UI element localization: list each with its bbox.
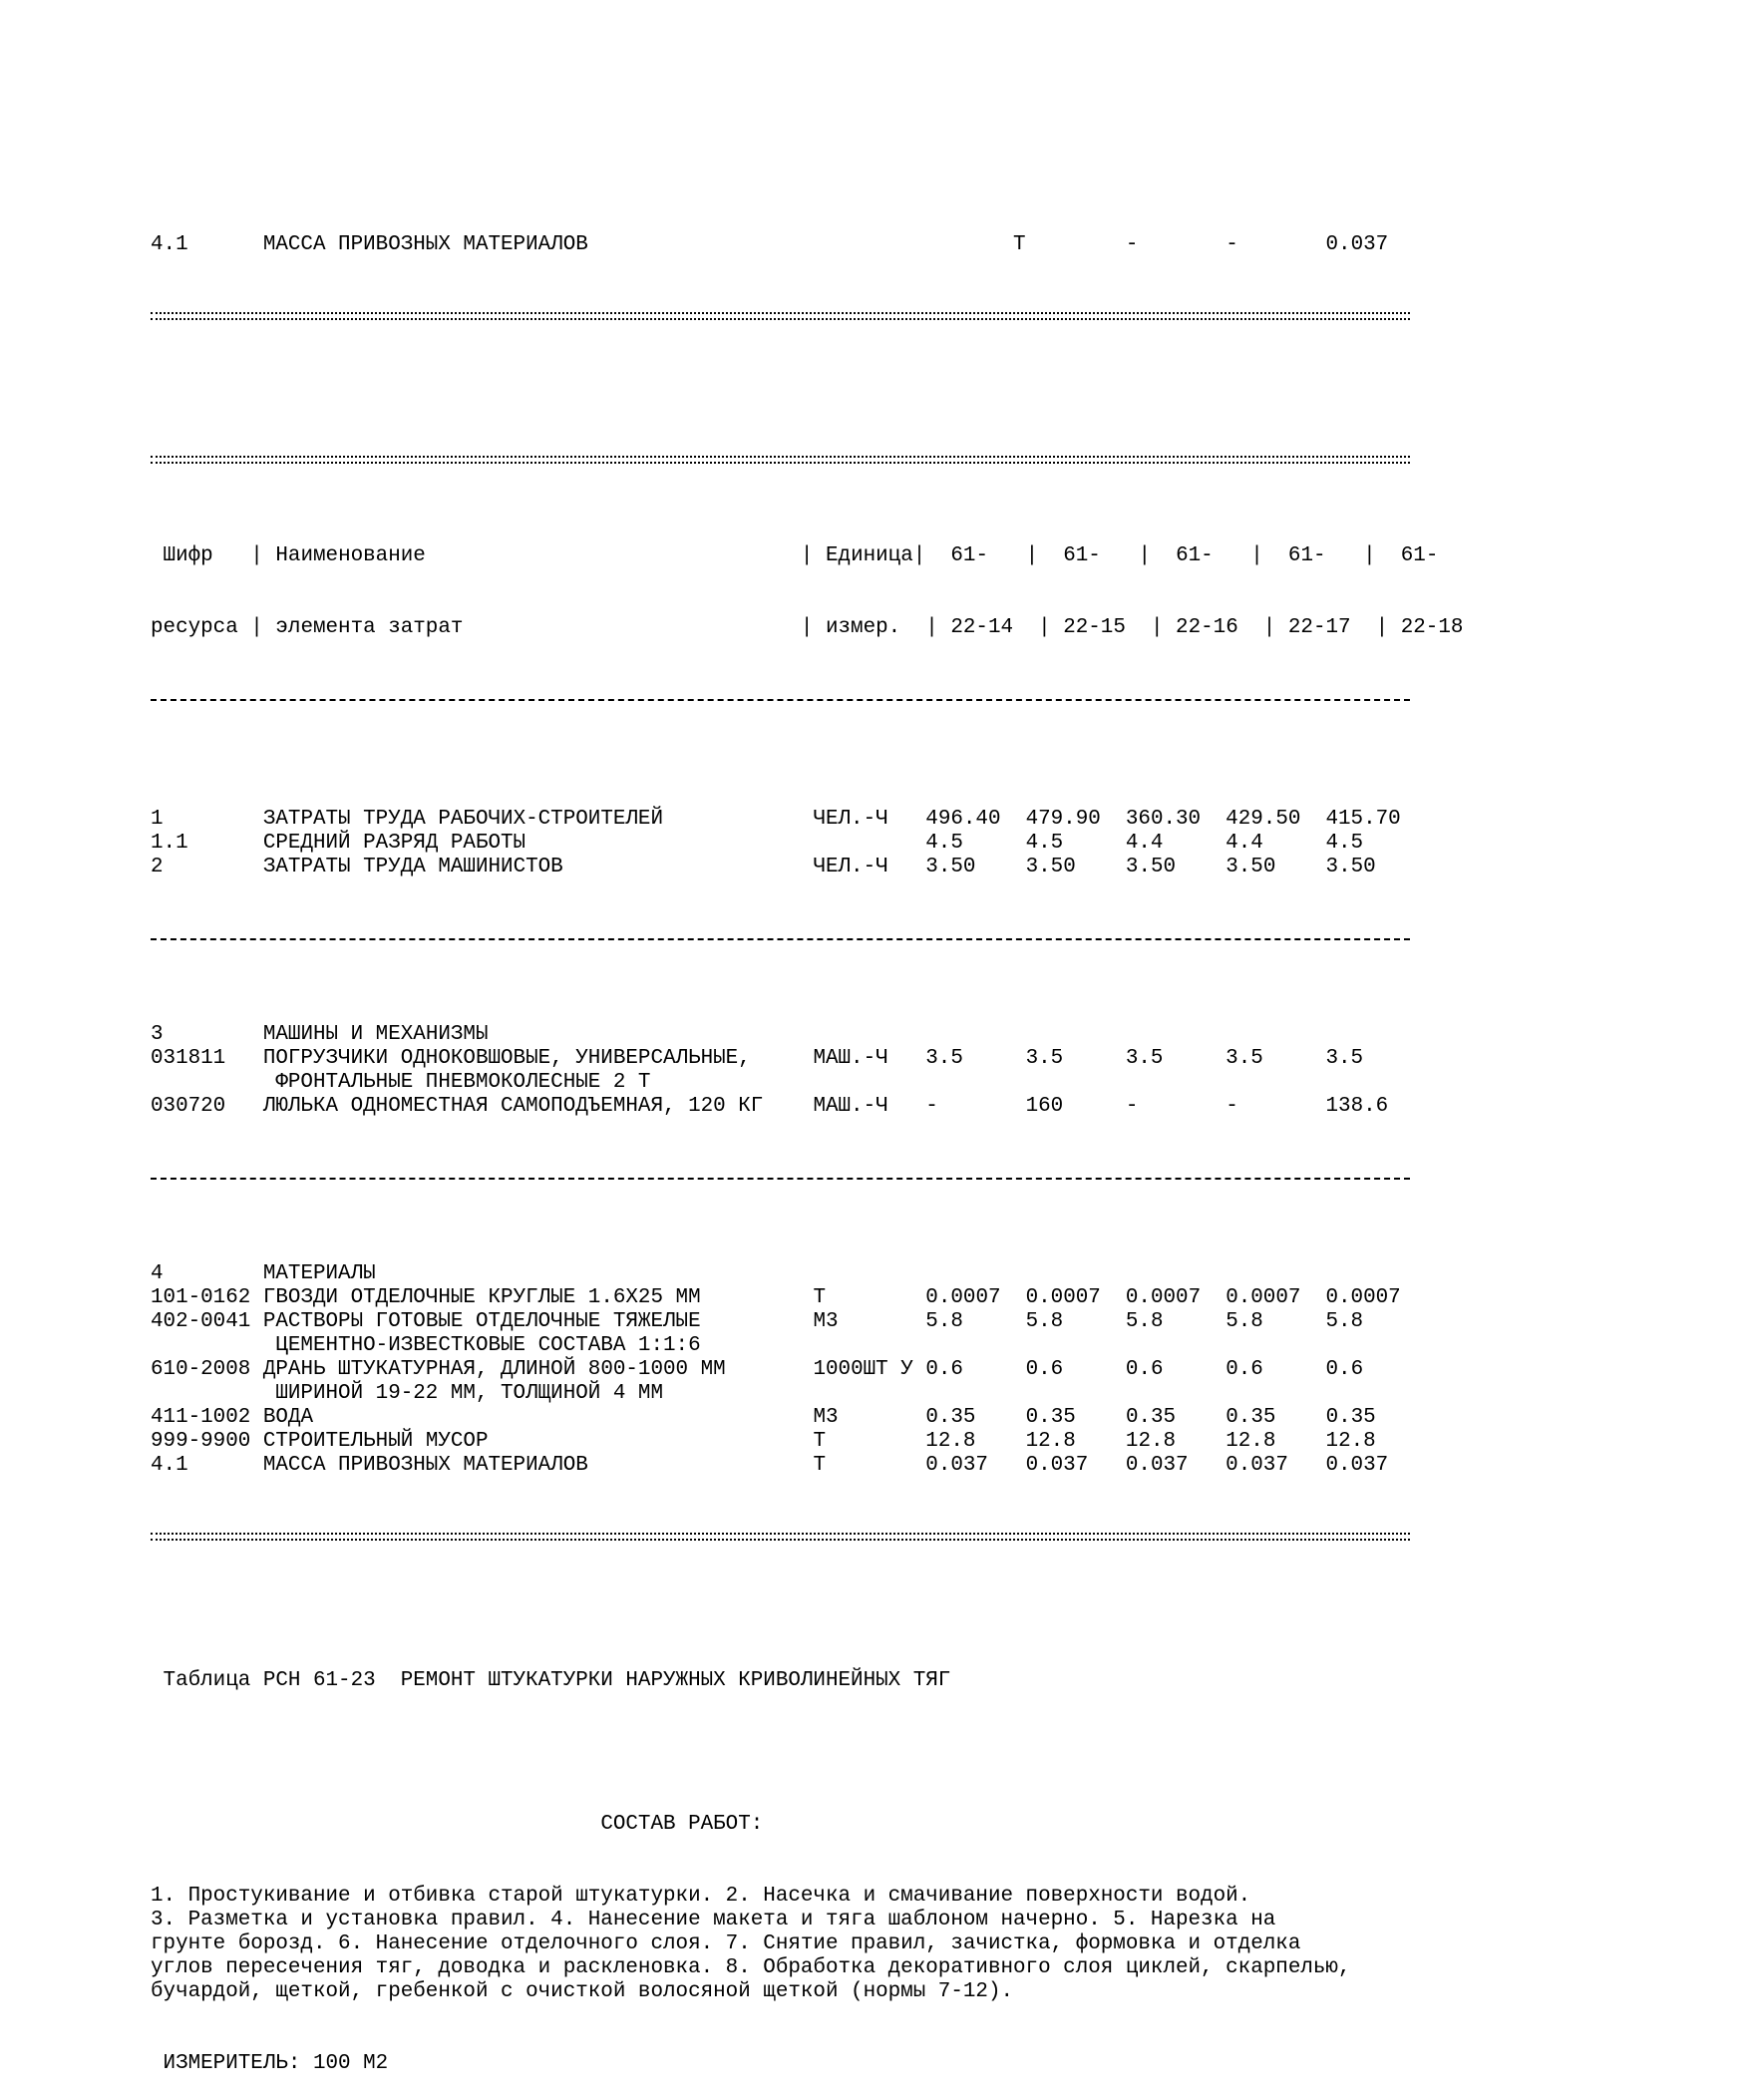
- header-resource-code-l2: ресурса: [151, 616, 238, 639]
- resource-code: 411-1002: [151, 1406, 251, 1429]
- header-norm-code: 61-: [1400, 544, 1439, 567]
- norm-value: 4.5: [925, 832, 963, 855]
- header-norm-code: 61-: [1063, 544, 1101, 567]
- norm-value: 4.4: [1225, 832, 1263, 855]
- labor-row: [151, 832, 1463, 856]
- norm-value: 415.70: [1325, 808, 1401, 831]
- norm-value: 0.6: [1225, 1358, 1263, 1381]
- resource-name: ДРАНЬ ШТУКАТУРНАЯ, ДЛИНОЙ 800-1000 ММ: [262, 1358, 726, 1381]
- material-row: [151, 1310, 1463, 1334]
- material-row: [151, 1358, 1463, 1382]
- composition-line: углов пересечения тяг, доводка и раскленовка. 8. Обработка декоративного слоя циклей, скарпелью,: [151, 1956, 1351, 1979]
- norm-value: 160: [1025, 1095, 1064, 1118]
- norm-value: 3.5: [1025, 1047, 1064, 1070]
- norm-value: 3.50: [1325, 856, 1376, 878]
- resource-code: 4: [151, 1262, 164, 1285]
- labor-section: [151, 784, 1463, 879]
- resource-name: ЗАТРАТЫ ТРУДА РАБОЧИХ-СТРОИТЕЛЕЙ: [262, 808, 664, 831]
- double-separator: [151, 1526, 1463, 1550]
- unit: МАШ.-Ч: [813, 1047, 888, 1070]
- resource-name: СРЕДНИЙ РАЗРЯД РАБОТЫ: [262, 832, 526, 855]
- header-norm-code: 22-18: [1400, 616, 1464, 639]
- norm-value: 5.8: [1325, 1310, 1364, 1333]
- resource-code: 2: [151, 856, 164, 878]
- norm-value: 12.8: [925, 1430, 976, 1453]
- norm-value: 12.8: [1125, 1430, 1177, 1453]
- composition-line: грунте борозд. 6. Нанесение отделочного слоя. 7. Снятие правил, зачистка, формовка и отделка: [151, 1932, 1301, 1955]
- resource-code: 4.1: [151, 1454, 188, 1477]
- table-title: Таблица РСН 61-23 РЕМОНТ ШТУКАТУРКИ НАРУЖНЫХ КРИВОЛИНЕЙНЫХ ТЯГ: [151, 1669, 951, 1692]
- norm-value: 0.0007: [925, 1286, 1001, 1309]
- header-line-1: Шифр | Наименование | Единица| 61- | 61- | 61- | 61- | 61-: [163, 544, 1439, 567]
- material-row: [151, 1454, 1463, 1478]
- composition-line: 1. Простукивание и отбивка старой штукатурки. 2. Насечка и смачивание поверхности водой.: [151, 1885, 1251, 1908]
- double-separator: [151, 449, 1463, 473]
- materials-section: [151, 1238, 1463, 1478]
- machine-row: [151, 1047, 1463, 1071]
- resource-code: 031811: [151, 1047, 226, 1070]
- material-row: [151, 1286, 1463, 1310]
- header-norm-code: 22-17: [1287, 616, 1351, 639]
- resource-code: 101-0162: [151, 1286, 251, 1309]
- norm-value: 5.8: [1225, 1310, 1263, 1333]
- machine-row: [151, 1095, 1463, 1119]
- header-norm-code: 22-15: [1063, 616, 1126, 639]
- norm-value: 0.6: [1025, 1358, 1064, 1381]
- norm-value: 0.037: [1225, 1454, 1288, 1477]
- unit: МАШ.-Ч: [813, 1095, 888, 1118]
- norm-value: -: [1225, 1095, 1238, 1118]
- labor-row: [151, 808, 1463, 832]
- machines-section: [151, 999, 1463, 1119]
- header-norm-code: 22-14: [950, 616, 1014, 639]
- header-name-l2: элемента затрат: [275, 616, 464, 639]
- norm-value: 0.35: [1025, 1406, 1076, 1429]
- norm-value: 12.8: [1025, 1430, 1076, 1453]
- resource-name-continuation: ЦЕМЕНТНО-ИЗВЕСТКОВЫЕ СОСТАВА 1:1:6: [151, 1334, 701, 1357]
- double-separator: [151, 305, 1463, 329]
- top-row-v2: -: [1225, 233, 1238, 256]
- resource-name: ВОДА: [262, 1406, 313, 1429]
- resource-name: ГВОЗДИ ОТДЕЛОЧНЫЕ КРУГЛЫЕ 1.6Х25 ММ: [262, 1286, 701, 1309]
- norm-value: 0.6: [925, 1358, 963, 1381]
- section-title: [151, 1023, 1463, 1047]
- resource-name-continuation: ШИРИНОЙ 19-22 ММ, ТОЛЩИНОЙ 4 ММ: [151, 1382, 663, 1405]
- resource-code: 1: [151, 808, 164, 831]
- top-row-v3: 0.037: [1325, 233, 1389, 256]
- header-unit-l1: Единица: [826, 544, 913, 567]
- header-norm-code: 61-: [950, 544, 988, 567]
- single-separator: [151, 688, 1463, 712]
- norm-value: 5.8: [1125, 1310, 1164, 1333]
- norm-value: 0.6: [1325, 1358, 1364, 1381]
- norm-value: 0.0007: [1025, 1286, 1101, 1309]
- resource-name: РАСТВОРЫ ГОТОВЫЕ ОТДЕЛОЧНЫЕ ТЯЖЕЛЫЕ: [262, 1310, 701, 1333]
- norm-value: 0.35: [1325, 1406, 1376, 1429]
- top-row: [151, 233, 1463, 257]
- material-row: [151, 1406, 1463, 1430]
- norm-value: 138.6: [1325, 1095, 1389, 1118]
- norm-value: 3.5: [1325, 1047, 1364, 1070]
- norm-value: 0.0007: [1325, 1286, 1401, 1309]
- header-norm-code: 22-16: [1176, 616, 1238, 639]
- composition-line: 3. Разметка и установка правил. 4. Нанесение макета и тяга шаблоном начерно. 5. Нарезка на: [151, 1909, 1276, 1931]
- resource-name: МАТЕРИАЛЫ: [262, 1262, 376, 1285]
- resource-name: МАШИНЫ И МЕХАНИЗМЫ: [262, 1023, 489, 1046]
- norm-value: 12.8: [1225, 1430, 1276, 1453]
- unit: Т: [813, 1286, 826, 1309]
- norm-value: 4.4: [1125, 832, 1164, 855]
- norm-value: 0.35: [1225, 1406, 1276, 1429]
- norm-value: 0.6: [1125, 1358, 1164, 1381]
- norm-value: 0.35: [1125, 1406, 1177, 1429]
- top-row-name: МАССА ПРИВОЗНЫХ МАТЕРИАЛОВ: [262, 233, 588, 256]
- norm-value: 3.5: [1225, 1047, 1263, 1070]
- norm-value: 0.037: [1125, 1454, 1189, 1477]
- norm-value: 0.037: [1025, 1454, 1089, 1477]
- header-name-l1: Наименование: [275, 544, 426, 567]
- resource-name: ЗАТРАТЫ ТРУДА МАШИНИСТОВ: [262, 856, 563, 878]
- norm-value: 429.50: [1225, 808, 1301, 831]
- unit: ЧЕЛ.-Ч: [813, 808, 888, 831]
- resource-code: 3: [151, 1023, 164, 1046]
- resource-code: 030720: [151, 1095, 226, 1118]
- single-separator: [151, 1167, 1463, 1191]
- header-norm-code: 61-: [1287, 544, 1326, 567]
- norm-value: 496.40: [925, 808, 1001, 831]
- resource-code: 610-2008: [151, 1358, 251, 1381]
- norm-value: 3.5: [925, 1047, 963, 1070]
- norm-value: 3.50: [1025, 856, 1076, 878]
- norm-value: 479.90: [1025, 808, 1101, 831]
- resource-name: ПОГРУЗЧИКИ ОДНОКОВШОВЫЕ, УНИВЕРСАЛЬНЫЕ,: [262, 1047, 751, 1070]
- norm-value: -: [925, 1095, 938, 1118]
- unit: Т: [813, 1454, 826, 1477]
- norm-value: 360.30: [1125, 808, 1202, 831]
- norm-value: 5.8: [1025, 1310, 1064, 1333]
- norm-value: 3.50: [1225, 856, 1276, 878]
- top-row-unit: Т: [1013, 233, 1026, 256]
- header-resource-code-l1: Шифр: [163, 544, 213, 567]
- norm-value: 0.0007: [1125, 1286, 1202, 1309]
- resource-code: 999-9900: [151, 1430, 251, 1453]
- unit: М3: [813, 1406, 839, 1429]
- norm-value: 4.5: [1325, 832, 1364, 855]
- top-row-v1: -: [1125, 233, 1139, 256]
- composition-text: [151, 1885, 1463, 2004]
- labor-row: [151, 856, 1463, 879]
- unit: Т: [813, 1430, 826, 1453]
- resource-name: ЛЮЛЬКА ОДНОМЕСТНАЯ САМОПОДЪЕМНАЯ, 120 КГ: [262, 1095, 764, 1118]
- norm-value: -: [1125, 1095, 1139, 1118]
- norm-value: 12.8: [1325, 1430, 1376, 1453]
- unit: М3: [813, 1310, 839, 1333]
- norm-value: 0.037: [1325, 1454, 1389, 1477]
- header-norm-code: 61-: [1176, 544, 1214, 567]
- resource-name: МАССА ПРИВОЗНЫХ МАТЕРИАЛОВ: [262, 1454, 588, 1477]
- material-row: [151, 1430, 1463, 1454]
- measure-line: ИЗМЕРИТЕЛЬ: 100 М2: [151, 2052, 389, 2075]
- norm-value: 3.5: [1125, 1047, 1164, 1070]
- resource-code: 402-0041: [151, 1310, 251, 1333]
- norm-value: 4.5: [1025, 832, 1064, 855]
- norm-value: 0.35: [925, 1406, 976, 1429]
- resource-name: СТРОИТЕЛЬНЫЙ МУСОР: [262, 1430, 489, 1453]
- header-line-2: ресурса | элемента затрат | измер. | 22-14 | 22-15 | 22-16 | 22-17 | 22-18: [151, 616, 1464, 639]
- norm-value: 0.037: [925, 1454, 988, 1477]
- composition-heading: СОСТАВ РАБОТ:: [600, 1813, 764, 1836]
- norm-value: 3.50: [925, 856, 976, 878]
- norm-value: 5.8: [925, 1310, 963, 1333]
- header-unit-l2: измер.: [825, 616, 901, 639]
- section-title: [151, 1262, 1463, 1286]
- norm-value: 0.0007: [1225, 1286, 1301, 1309]
- unit: ЧЕЛ.-Ч: [813, 856, 888, 878]
- single-separator: [151, 927, 1463, 951]
- resource-name-continuation: ФРОНТАЛЬНЫЕ ПНЕВМОКОЛЕСНЫЕ 2 Т: [151, 1071, 651, 1094]
- norm-value: 3.50: [1125, 856, 1177, 878]
- unit: 1000ШТ У: [813, 1358, 913, 1381]
- composition-line: бучардой, щеткой, гребенкой с очисткой волосяной щеткой (нормы 7-12).: [151, 1980, 1014, 2003]
- resource-code: 1.1: [151, 832, 188, 855]
- estimate-document: [151, 185, 1463, 2100]
- top-row-code: 4.1: [151, 233, 188, 256]
